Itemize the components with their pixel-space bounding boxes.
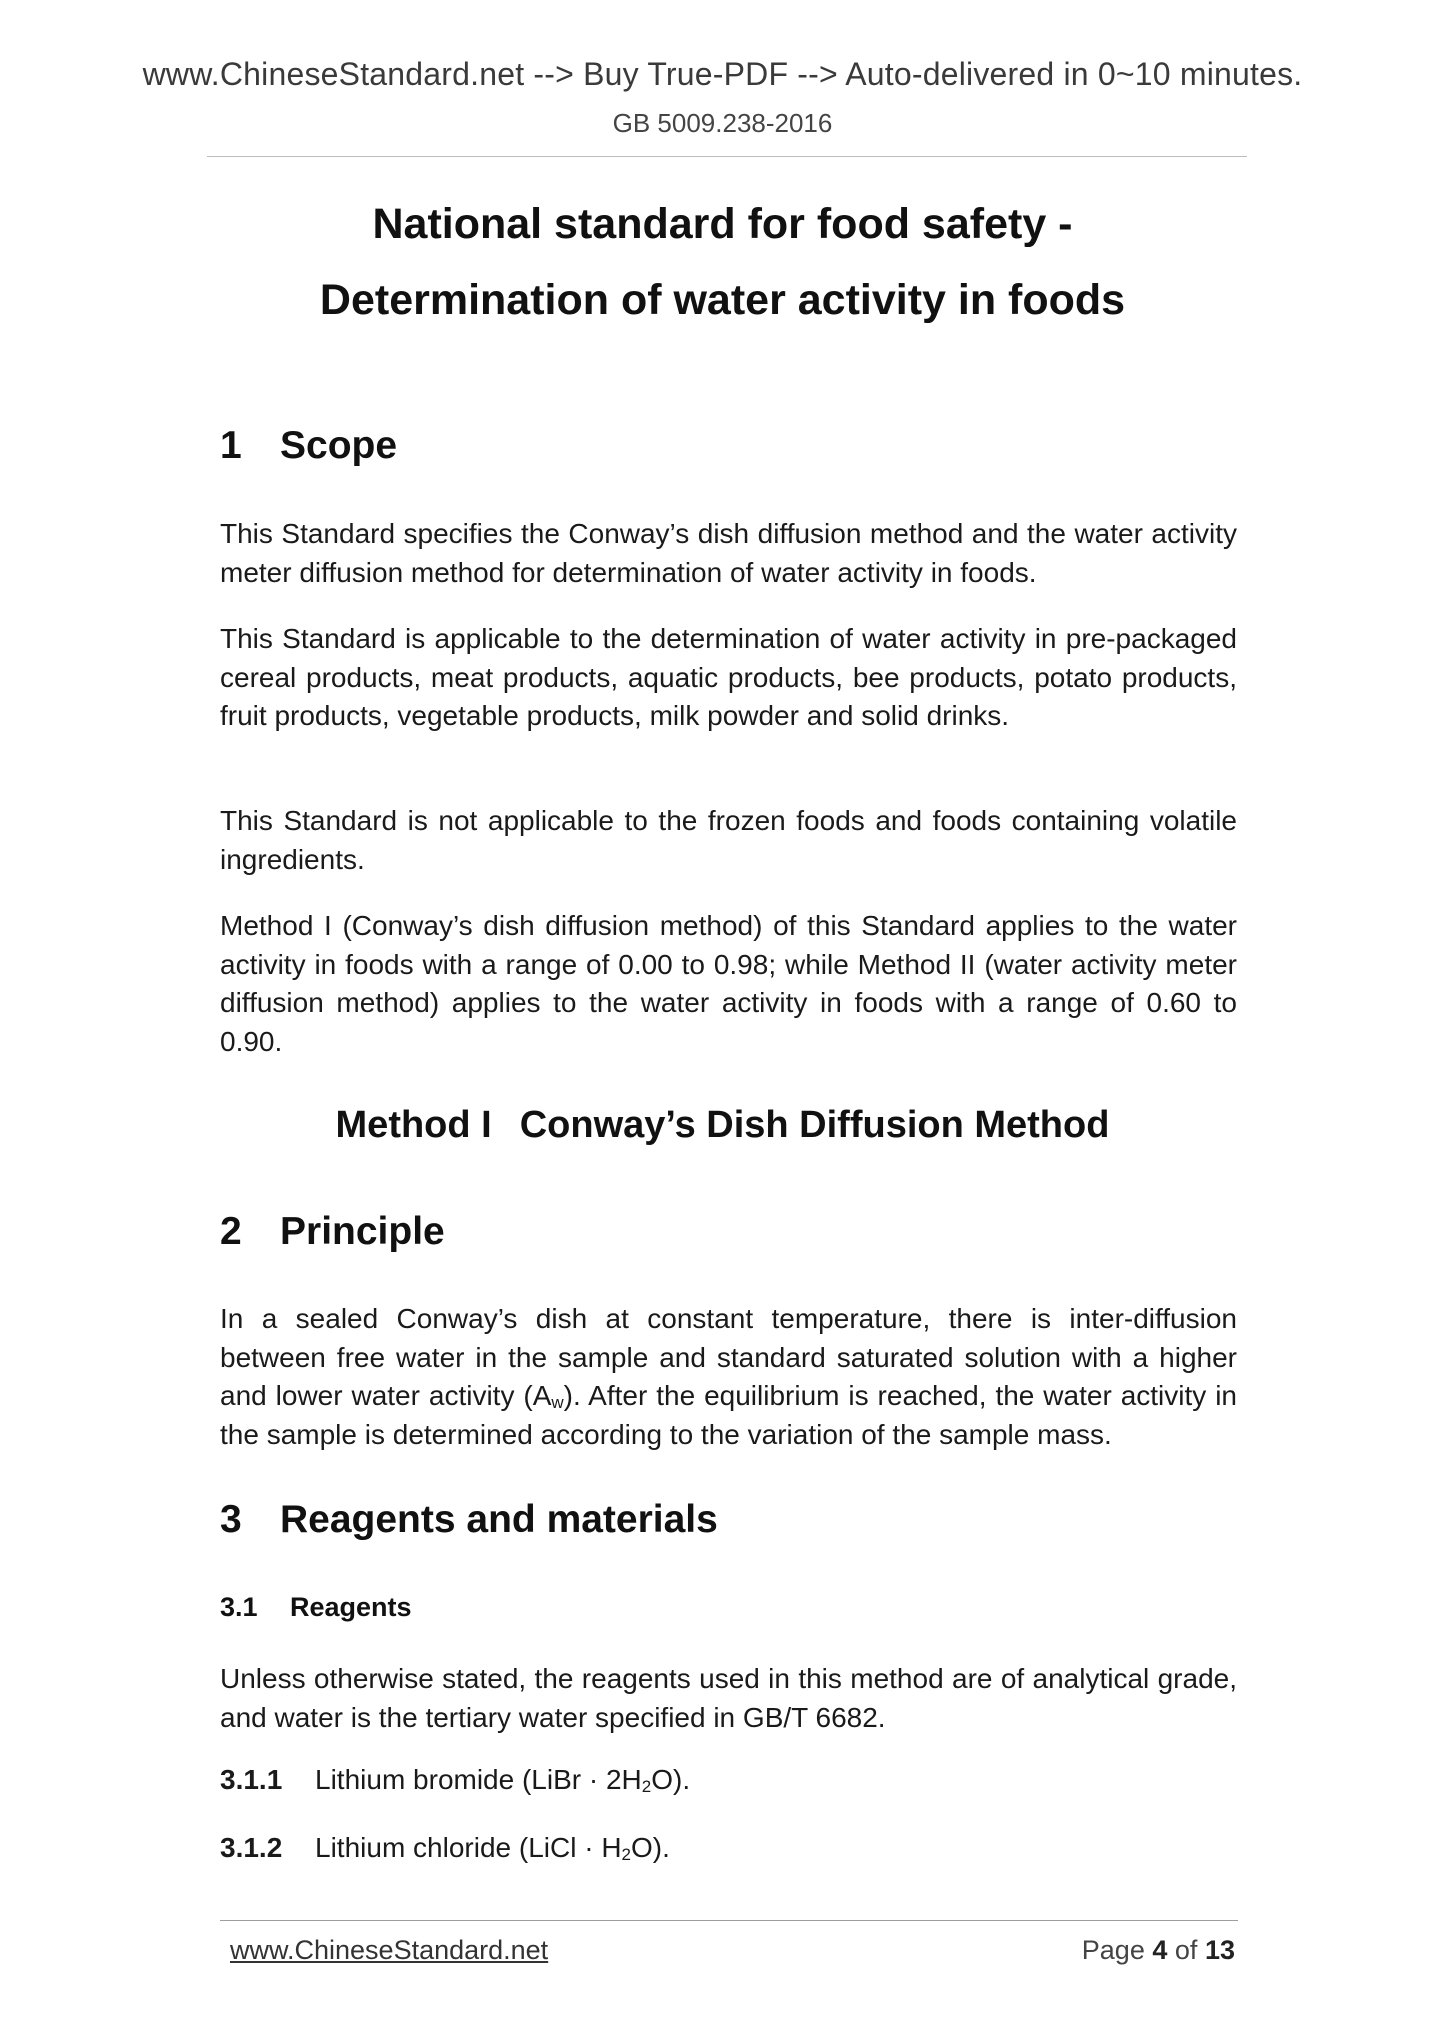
subsection-3-1-heading bbox=[220, 1592, 412, 1623]
document-id: GB 5009.238-2016 bbox=[612, 108, 833, 138]
section-1-heading bbox=[220, 424, 397, 468]
document-title-line1: National standard for food safety - bbox=[372, 200, 1073, 248]
section-3-heading bbox=[220, 1498, 718, 1542]
section-title: Reagents and materials bbox=[280, 1498, 718, 1541]
method-label: Method I bbox=[335, 1104, 492, 1146]
scope-paragraph-4: Method I (Conway’s dish diffusion method) of this Standard applies to the water activity in foods with a range of 0.00 to 0.98; while Method II (water activity meter diffusion method) applies to the water activity in foods with a range of 0.60 to 0.90. bbox=[220, 910, 1237, 1057]
method-name: Conway’s Dish Diffusion Method bbox=[519, 1104, 1110, 1146]
subsection-number: 3.1 bbox=[220, 1592, 258, 1622]
section-number: 1 bbox=[220, 424, 242, 467]
reagent-item: 3.1.1 Lithium bromide (LiBr · $2H_2O$). bbox=[220, 1764, 691, 1796]
item-number: 3.1.1 bbox=[220, 1764, 283, 1795]
reagent-item: 3.1.2 Lithium chloride (LiCl · $H_2O$). bbox=[220, 1832, 670, 1864]
section-title: Principle bbox=[280, 1210, 445, 1253]
section-number: 2 bbox=[220, 1210, 242, 1253]
page-number: Page 4 of 13 bbox=[1081, 1935, 1235, 1965]
site-banner: www.ChineseStandard.net --> Buy True-PDF --> Auto-delivered in 0~10 minutes. bbox=[142, 56, 1303, 92]
subsection-title: Reagents bbox=[290, 1592, 412, 1622]
document-title-line2: Determination of water activity in foods bbox=[319, 276, 1126, 324]
header-divider bbox=[207, 156, 1247, 157]
section-number: 3 bbox=[220, 1498, 242, 1541]
scope-paragraph-2: This Standard is applicable to the determination of water activity in pre-packaged cereal products, meat products, aquatic products, bee products, potato products, fruit products, vegetable products, milk powder and solid drinks. bbox=[220, 623, 1237, 731]
principle-paragraph: In a sealed Conway’s dish at constant temperature, there is inter-diffusion between free water in the sample and standard saturated solution with a higher and lower water activity $(A_w)$. After the equilibrium is reached, the water activity in the sample is determined according to the variation of the sample mass. bbox=[220, 1303, 1237, 1450]
section-title: Scope bbox=[280, 424, 398, 467]
footer-divider bbox=[220, 1920, 1238, 1921]
scope-paragraph-1: This Standard specifies the Conway’s dish diffusion method and the water activity meter diffusion method for determination of water activity in foods. bbox=[220, 518, 1237, 588]
reagents-paragraph: Unless otherwise stated, the reagents used in this method are of analytical grade, and water is the tertiary water specified in GB/T 6682. bbox=[220, 1663, 1237, 1733]
scope-paragraph-3: This Standard is not applicable to the frozen foods and foods containing volatile ingredients. bbox=[220, 805, 1237, 875]
footer-site-link[interactable]: www.ChineseStandard.net bbox=[230, 1935, 549, 1965]
section-2-heading bbox=[220, 1210, 445, 1254]
method-heading bbox=[0, 1104, 1445, 1147]
item-number: 3.1.2 bbox=[220, 1832, 283, 1863]
